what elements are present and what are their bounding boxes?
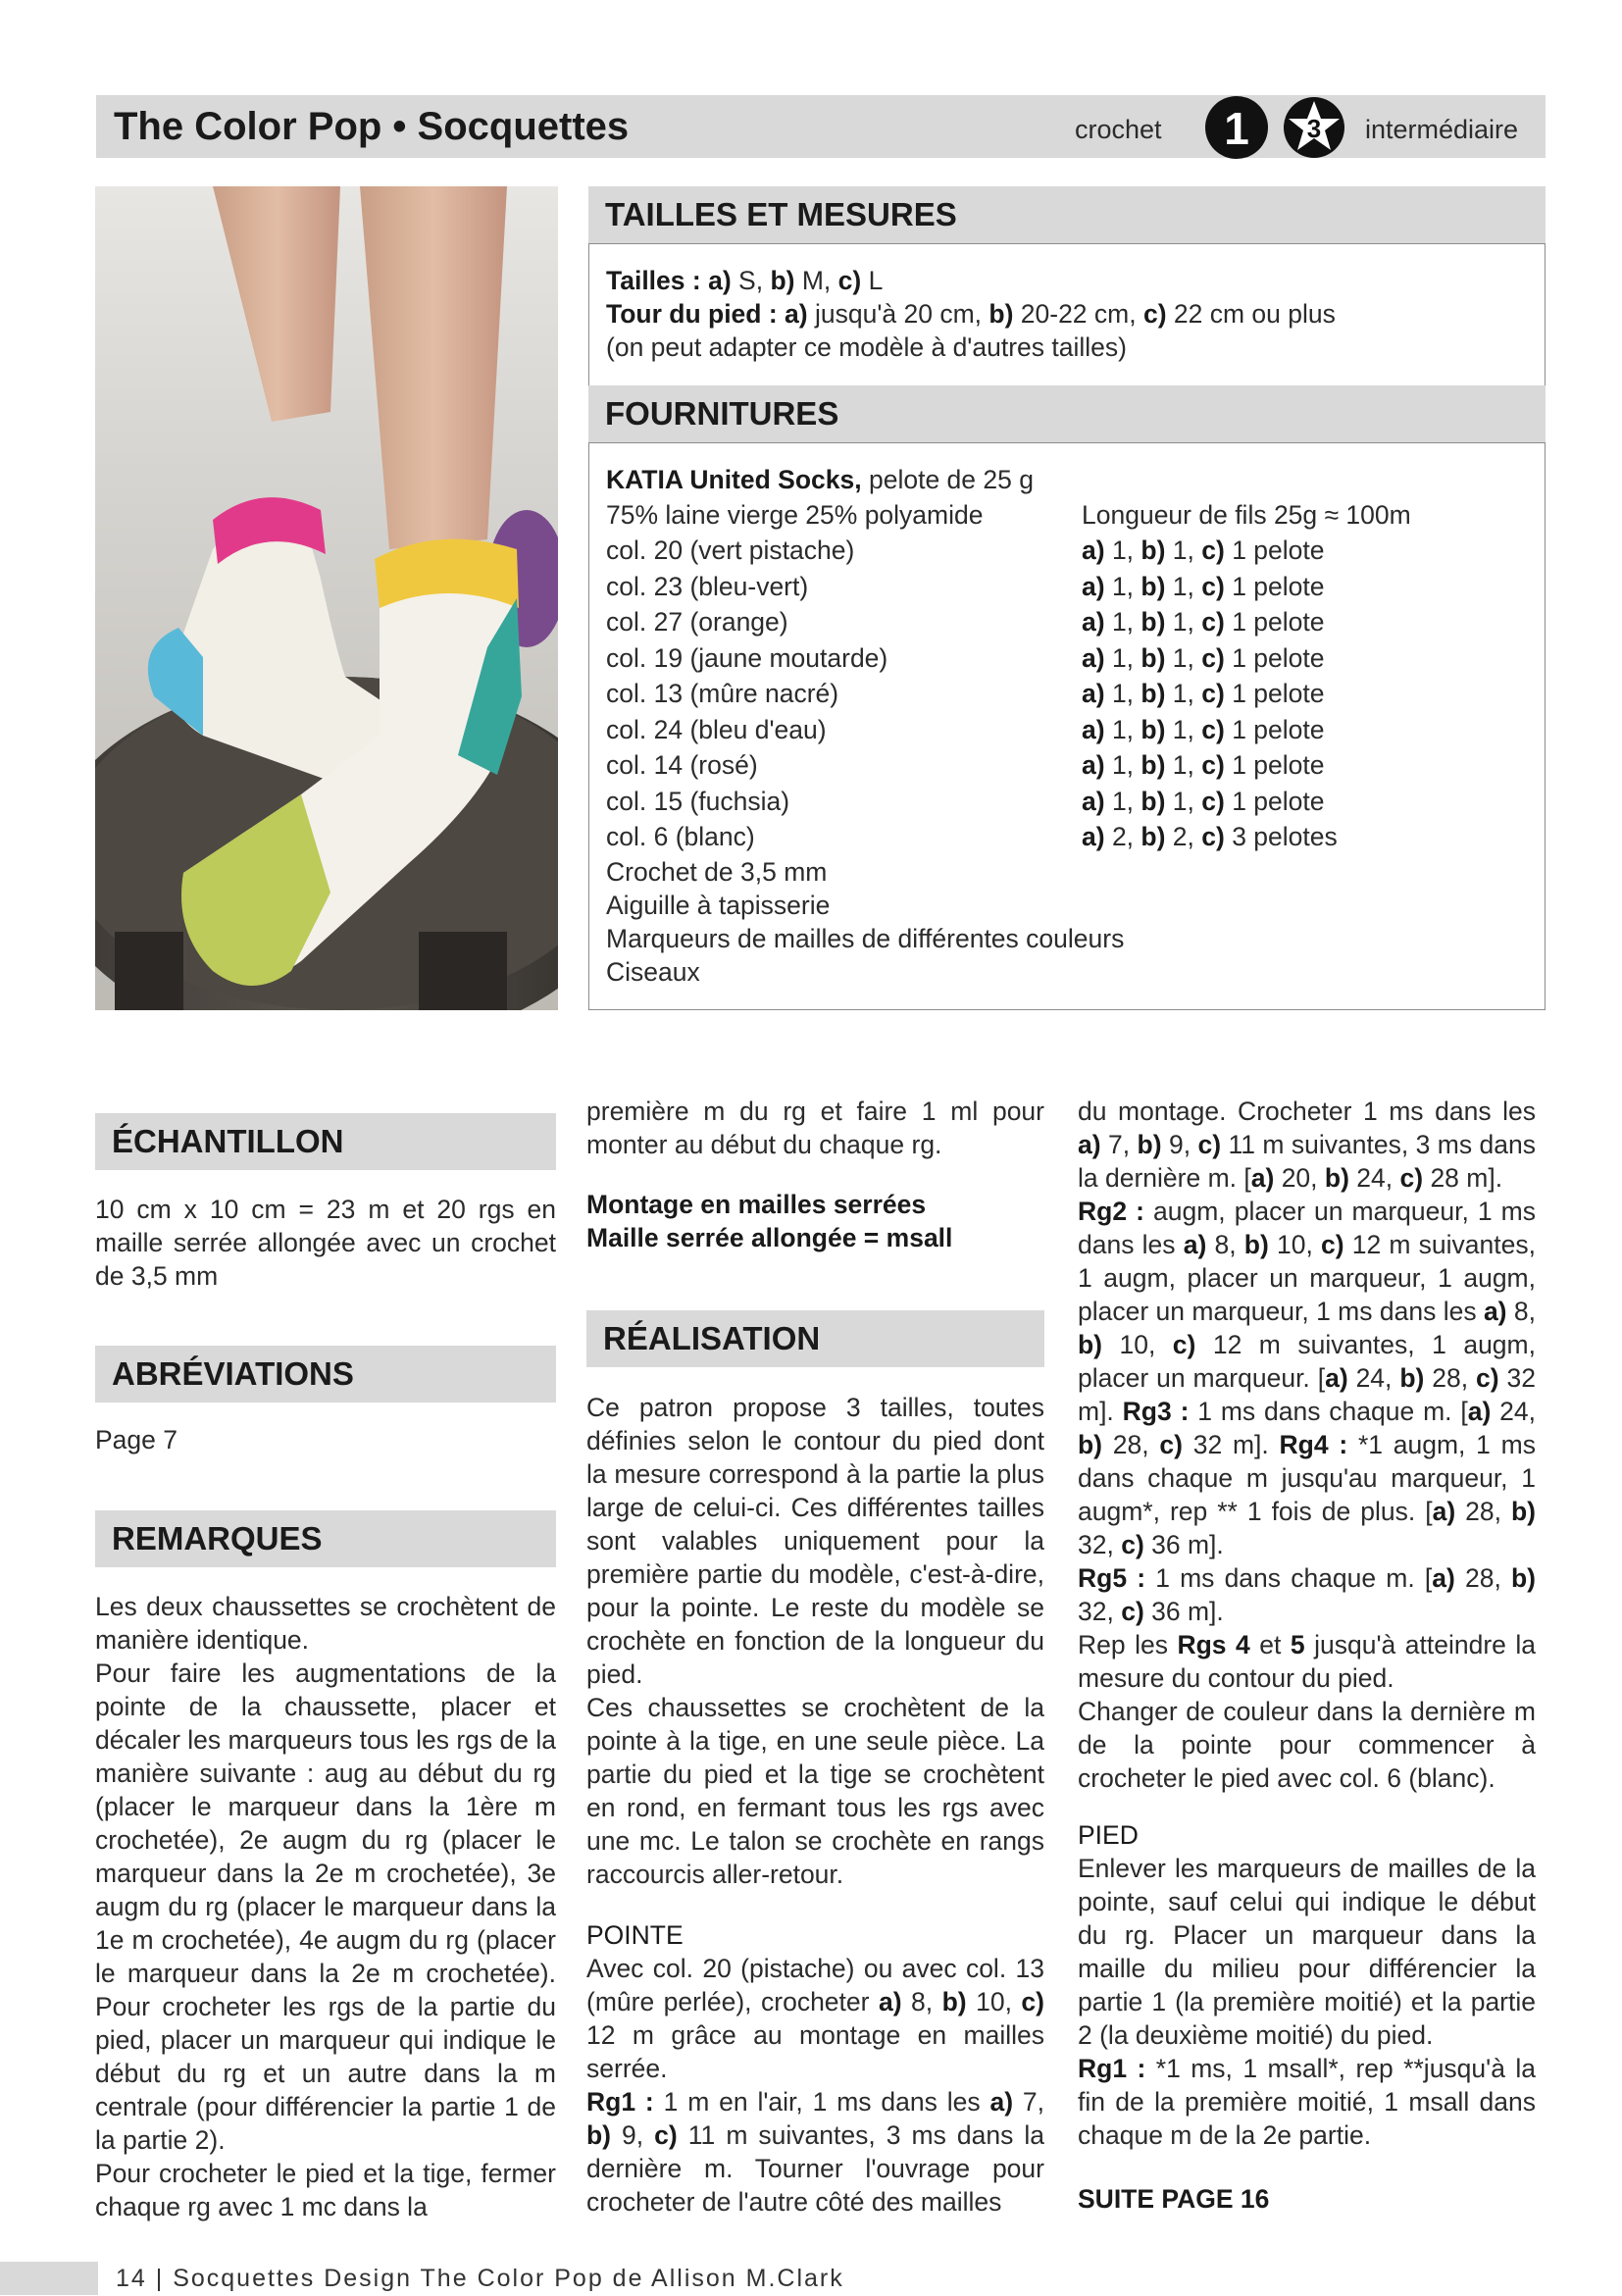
- title-bar: [96, 95, 1546, 158]
- color-name: col. 19 (jaune moutarde): [606, 642, 888, 673]
- msall-label: Maille serrée allongée = msall: [586, 1223, 953, 1252]
- supplies-box: [588, 442, 1546, 1010]
- level-number: 3: [1306, 114, 1322, 143]
- notes-paragraph: Pour crocheter le pied et la tige, fermer chaque rg avec 1 mc dans la: [95, 2159, 556, 2221]
- color-quantity: a) 1, b) 1, c) 1 pelote: [1082, 571, 1325, 601]
- tool-item: Ciseaux: [606, 957, 700, 987]
- footer-bar: [0, 2262, 98, 2295]
- color-change-paragraph: Changer de couleur dans la dernière m de la pointe pour commencer à crocheter le pied avec col. 6 (blanc).: [1078, 1697, 1536, 1793]
- color-name: col. 27 (orange): [606, 607, 788, 637]
- color-name: col. 23 (bleu-vert): [606, 571, 809, 601]
- row-5-paragraph: Rg5 : 1 ms dans chaque m. [a) 28, b) 32, c) 36 m].: [1078, 1563, 1536, 1626]
- repeat-paragraph: Rep les Rgs 4 et 5 jusqu'à atteindre la mesure du contour du pied.: [1078, 1630, 1537, 1693]
- color-name: col. 20 (vert pistache): [606, 536, 855, 565]
- abbreviations-text: Page 7: [95, 1425, 177, 1454]
- pied-row-1: Rg1 : *1 ms, 1 msall*, rep **jusqu'à la fin de la première moitié, 1 msall dans chaque m de la 2e partie.: [1078, 2054, 1537, 2150]
- crochet-hook-icon: [1204, 95, 1269, 160]
- pointe-paragraph: Avec col. 20 (pistache) ou avec col. 13 (mûre perlée), crocheter a) 8, b) 10, c) 12 m grâce au montage en mailles serrée.: [586, 1954, 1044, 2083]
- socks-photo: [95, 186, 558, 1010]
- notes-paragraph: Pour faire les augmentations de la pointe de la chaussette, placer et décaler les marqueurs tous les rgs de la manière suivante : aug au début du rg (placer le marqueur dans la 1ère m crochetée), 2e augm du rg (placer le marqueur dans la 2e m crochetée), 3e augm du rg (placer le marqueur dans la 1e m crochetée), 4e augm du rg (placer le marqueur dans la 2e m crochetée). Pour crocheter les rgs de la partie du pied, placer un marqueur qui indique le début du rg et un autre dans la m centrale (pour différencier la partie 1 de la partie 2).: [95, 1658, 556, 2155]
- col3-body: [1078, 1095, 1536, 1795]
- realisation-body: [586, 1391, 1044, 1891]
- notes-body: [95, 1590, 556, 2223]
- difficulty-label: intermédiaire: [1365, 115, 1519, 144]
- col3-continuation: du montage. Crocheter 1 ms dans les a) 7, b) 9, c) 11 m suivantes, 3 ms dans la dernière m. [a) 20, b) 24, c) 28 m].: [1078, 1097, 1537, 1193]
- col2-continuation: première m du rg et faire 1 ml pour monter au début du chaque rg.: [586, 1097, 1044, 1159]
- color-name: col. 24 (bleu d'eau): [606, 714, 827, 744]
- difficulty-star-icon: [1283, 96, 1345, 159]
- abbreviations-heading: ABRÉVIATIONS: [95, 1346, 556, 1403]
- pointe-heading: POINTE: [586, 1920, 684, 1950]
- realisation-paragraph: Ces chaussettes se crochètent de la pointe à la tige, en une seule pièce. La partie du pied et la tige se crochètent en rond, en fermant tous les rgs avec une mc. Le talon se crochète en rangs raccourcis aller-retour.: [586, 1693, 1044, 1889]
- page-footer: 14 | Socquettes Design The Color Pop de Allison M.Clark: [116, 2265, 844, 2292]
- notes-paragraph: Les deux chaussettes se crochètent de manière identique.: [95, 1592, 556, 1655]
- gauge-text: 10 cm x 10 cm = 23 m et 20 rgs en maille serrée allongée avec un crochet de 3,5 mm: [95, 1195, 556, 1291]
- color-quantity: a) 1, b) 1, c) 1 pelote: [1082, 714, 1325, 744]
- gauge-heading: ÉCHANTILLON: [95, 1113, 556, 1170]
- page-title: The Color Pop • Socquettes: [114, 105, 630, 148]
- color-quantity: a) 1, b) 1, c) 1 pelote: [1082, 750, 1325, 780]
- tool-item: Crochet de 3,5 mm: [606, 857, 828, 887]
- rows-2-4-paragraph: Rg2 : augm, placer un marqueur, 1 ms dans les a) 8, b) 10, c) 12 m suivantes, 1 augm, placer un marqueur, 1 augm, placer un marqueur, 1 ms dans les a) 8, b) 10, c) 12 m suivantes, 1 augm, placer un marqueur. [a) 24, b) 28, c) 32 m]. Rg3 : 1 ms dans chaque m. [a) 24, b) 28, c) 32 m]. Rg4 : *1 augm, 1 ms dans chaque m jusqu'au marqueur, 1 augm*, rep ** 1 fois de plus. [a) 28, b) 32, c) 36 m].: [1078, 1197, 1537, 1559]
- pied-paragraph: Enlever les marqueurs de mailles de la pointe, sauf celui qui indique le début du rg. Placer un marqueur dans la maille du milieu pour différencier la partie 1 (la première moitié) et la partie 2 (la deuxième moitié) du pied.: [1078, 1854, 1536, 2050]
- cast-on-label: Montage en mailles serrées: [586, 1190, 927, 1219]
- supplies-heading: FOURNITURES: [588, 385, 1546, 442]
- color-quantity: a) 1, b) 1, c) 1 pelote: [1082, 786, 1325, 816]
- technique-label: crochet: [1075, 115, 1162, 144]
- color-quantity: a) 1, b) 1, c) 1 pelote: [1082, 607, 1325, 637]
- sizes-box: [588, 243, 1546, 386]
- pied-heading: PIED: [1078, 1820, 1139, 1850]
- sizes-heading: TAILLES ET MESURES: [588, 186, 1546, 243]
- yarn-length: Longueur de fils 25g ≈ 100m: [1082, 500, 1411, 530]
- color-quantity: a) 1, b) 1, c) 1 pelote: [1082, 536, 1325, 565]
- realisation-heading: RÉALISATION: [586, 1310, 1044, 1367]
- color-name: col. 14 (rosé): [606, 750, 758, 780]
- color-quantity: a) 1, b) 1, c) 1 pelote: [1082, 679, 1325, 708]
- row-1-paragraph: Rg1 : 1 m en l'air, 1 ms dans les a) 7, b) 9, c) 11 m suivantes, 3 ms dans la dernière m. Tourner l'ouvrage pour crocheter de l'autre côté des mailles: [586, 2087, 1044, 2217]
- foot-circumference-line: Tour du pied : a) jusqu'à 20 cm, b) 20-22 cm, c) 22 cm ou plus: [606, 299, 1336, 329]
- color-name: col. 13 (mûre nacré): [606, 679, 839, 708]
- notes-heading: REMARQUES: [95, 1510, 556, 1567]
- cast-on-note: [586, 1188, 1044, 1254]
- yarn-line: KATIA United Socks, pelote de 25 g: [606, 465, 1034, 494]
- sizes-note: (on peut adapter ce modèle à d'autres tailles): [606, 332, 1127, 362]
- composition: 75% laine vierge 25% polyamide: [606, 500, 984, 530]
- sizes-line: Tailles : a) S, b) M, c) L: [606, 266, 884, 295]
- color-quantity: a) 1, b) 1, c) 1 pelote: [1082, 642, 1325, 673]
- color-name: col. 6 (blanc): [606, 822, 755, 851]
- color-quantity: a) 2, b) 2, c) 3 pelotes: [1082, 822, 1338, 851]
- realisation-paragraph: Ce patron propose 3 tailles, toutes définies selon le contour du pied dont la mesure correspond à la partie la plus large de celui-ci. Ces différentes tailles sont valables uniquement pour la première partie du modèle, c'est-à-dire, pour la pointe. Le reste du modèle se crochète en fonction de la longueur du pied.: [586, 1393, 1044, 1689]
- tool-item: Marqueurs de mailles de différentes couleurs: [606, 924, 1125, 953]
- hook-number: 1: [1224, 103, 1249, 154]
- continued-label: SUITE PAGE 16: [1078, 2184, 1270, 2214]
- color-name: col. 15 (fuchsia): [606, 786, 790, 816]
- pied-section: [1078, 1818, 1536, 2152]
- pointe-section: [586, 1918, 1044, 2219]
- tool-item: Aiguille à tapisserie: [606, 891, 831, 920]
